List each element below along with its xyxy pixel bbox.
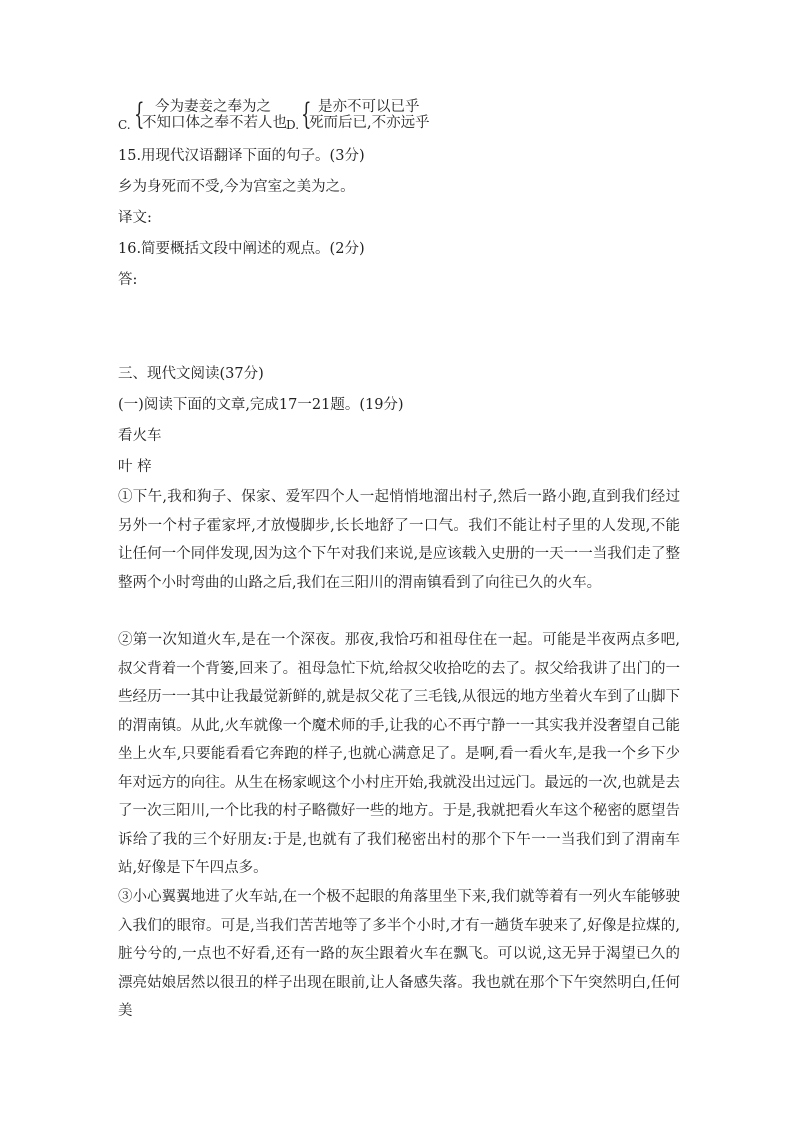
paragraph-2: ②第一次知道火车,是在一个深夜。那夜,我恰巧和祖母住在一起。可能是半夜两点多吧,叔父背着一个背篓,回来了。祖母急忙下炕,给叔父收拾吃的去了。叔父给我讲了出门的一些经历一一其中让我最觉新鲜的,就是叔父花了三毛钱,从很远的地方坐着火车到了山脚下的渭南镇。从此,火车就像一个魔术师的手,让我的心不再宁静一一其实我并没奢望自己能坐上火车,只要能看看它奔跑的样子,也就心满意足了。是啊,看一看火车,是我一个乡下少年对远方的向往。从生在杨家岘这个小村庄开始,我就没出过远门。最远的一次,也就是去了一次三阳川,一个比我的村子略微好一些的地方。于是,我就把看火车这个秘密的愿望告诉给了我的三个好朋友:于是,也就有了我们秘密出村的那个下午一一当我们到了渭南车站,好像是下午四点多。: [118, 632, 680, 876]
question-15-sentence: 乡为身死而不受,今为宫室之美为之。: [118, 179, 355, 195]
paragraph-1: ①下午,我和狗子、保家、爱军四个人一起悄悄地溜出村子,然后一路小跑,直到我们经过另外一个村子霍家坪,才放慢脚步,长长地舒了一口气。我们不能让村子里的人发现,不能让任何一个同伴发现,因为这个下午对我们来说,是应该载入史册的一天一一当我们走了整整两个小时弯曲的山路之后,我们在三阳川的渭南镇看到了向往已久的火车。: [118, 489, 680, 591]
option-d: [286, 98, 446, 134]
option-c-bottom-line: 不知口体之奉不若人也: [142, 115, 287, 131]
question-16-prompt: 16.简要概括文段中阐述的观点。(2分): [118, 241, 365, 257]
question-15-answer-label: 译文:: [118, 210, 152, 226]
option-c-letter: C.: [118, 118, 131, 132]
option-d-letter: D.: [286, 118, 300, 132]
question-15-prompt: 15.用现代汉语翻译下面的句子。(3分): [118, 148, 365, 164]
option-c-brace: {: [134, 97, 145, 132]
article-title: 看火车: [118, 428, 162, 444]
paragraph-3: ③小心翼翼地进了火车站,在一个极不起眼的角落里坐下来,我们就等着有一列火车能够驶入我们的眼帘。可是,当我们苦苦地等了多半个小时,才有一趟货车驶来了,好像是拉煤的,脏兮兮的,一点也不好看,还有一路的灰尘跟着火车在飘飞。可以说,这无异于渴望已久的漂亮姑娘居然以很丑的样子出现在眼前,让人备感失落。我也就在那个下午突然明白,任何美: [118, 889, 680, 1019]
question-16-answer-label: 答:: [118, 272, 138, 288]
section-subheading: (一)阅读下面的文章,完成17一21题。(19分): [118, 397, 404, 413]
article-author: 叶 梓: [118, 459, 152, 475]
section-heading: 三、现代文阅读(37分): [118, 366, 264, 382]
option-d-bottom-line: 死而后已,不亦远乎: [309, 115, 430, 131]
option-c: [118, 98, 288, 134]
option-c-top-line: 今为妻妾之奉为之: [155, 99, 271, 115]
option-d-brace: {: [301, 97, 312, 132]
option-d-top-line: 是亦不可以已乎: [318, 99, 420, 115]
